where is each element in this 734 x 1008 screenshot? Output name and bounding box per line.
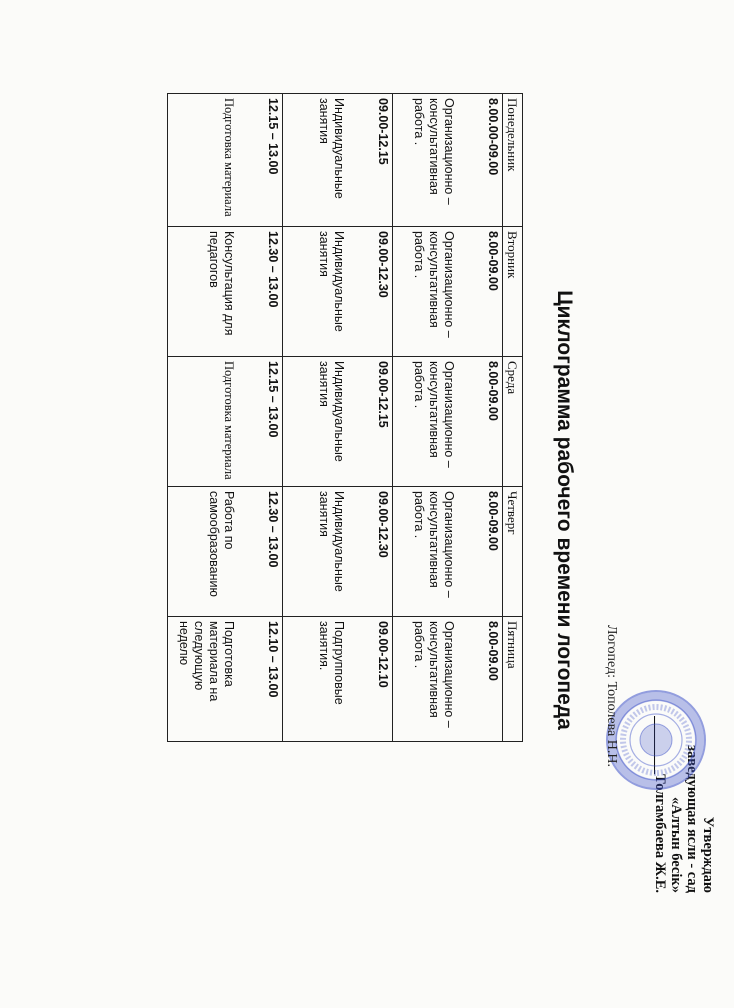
table-cell: 09.00-12.30 Индивидуальные занятия [283,227,393,357]
approval-organization: «Алтын бесік» [668,796,684,893]
table-cell: 09.00-12.15 Индивидуальные занятия [283,357,393,487]
table-row [283,94,393,742]
round-seal-stamp-icon [606,690,706,790]
table-cell: 12.15 – 13.00 Подготовка материала [168,94,283,227]
header-monday: Понедельник [503,94,523,227]
approval-position: заведующая ясли - сад [684,745,700,893]
approval-heading: Утверждаю [700,816,716,893]
header-wednesday: Среда [503,357,523,487]
schedule-table [167,93,523,742]
page-title: Циклограмма рабочего времени логопеда [553,290,576,730]
table-cell: 8.00.00-09.00 Организационно – консультативная работа . [393,94,503,227]
footer-speech-therapist: Логопед: Тополева Н.Н. [604,625,619,767]
header-friday: Пятница [503,617,523,742]
table-cell: 12.30 – 13.00 Работа по самообразованию [168,487,283,617]
table-header-row [503,94,523,742]
table-cell: 12.30 – 13.00 Консультация для педагогов [168,227,283,357]
table-cell: 8.00-09.00 Организационно – консультативная работа . [393,487,503,617]
table-cell: 8.00-09.00 Организационно – консультативная работа . [393,357,503,487]
table-cell: 09.00-12.10 Подгрупповые занятия. [283,617,393,742]
table-cell: 09.00-12.15 Индивидуальные занятия [283,94,393,227]
table-cell: 8.00-09.00 Организационно – консультативная работа . [393,617,503,742]
table-cell: 12.10 – 13.00 Подготовка материала на следующую неделю [168,617,283,742]
table-row [393,94,503,742]
table-cell: 8.00-09.00 Организационно – консультативная работа . [393,227,503,357]
header-thursday: Четверг [503,487,523,617]
table-cell: 12.15 – 13.00 Подготовка материала [168,357,283,487]
approval-signatory: Толгамбаева Ж.Е. [652,593,668,893]
table-row [168,94,283,742]
header-tuesday: Вторник [503,227,523,357]
table-cell: 09.00-12.30 Индивидуальные занятия [283,487,393,617]
